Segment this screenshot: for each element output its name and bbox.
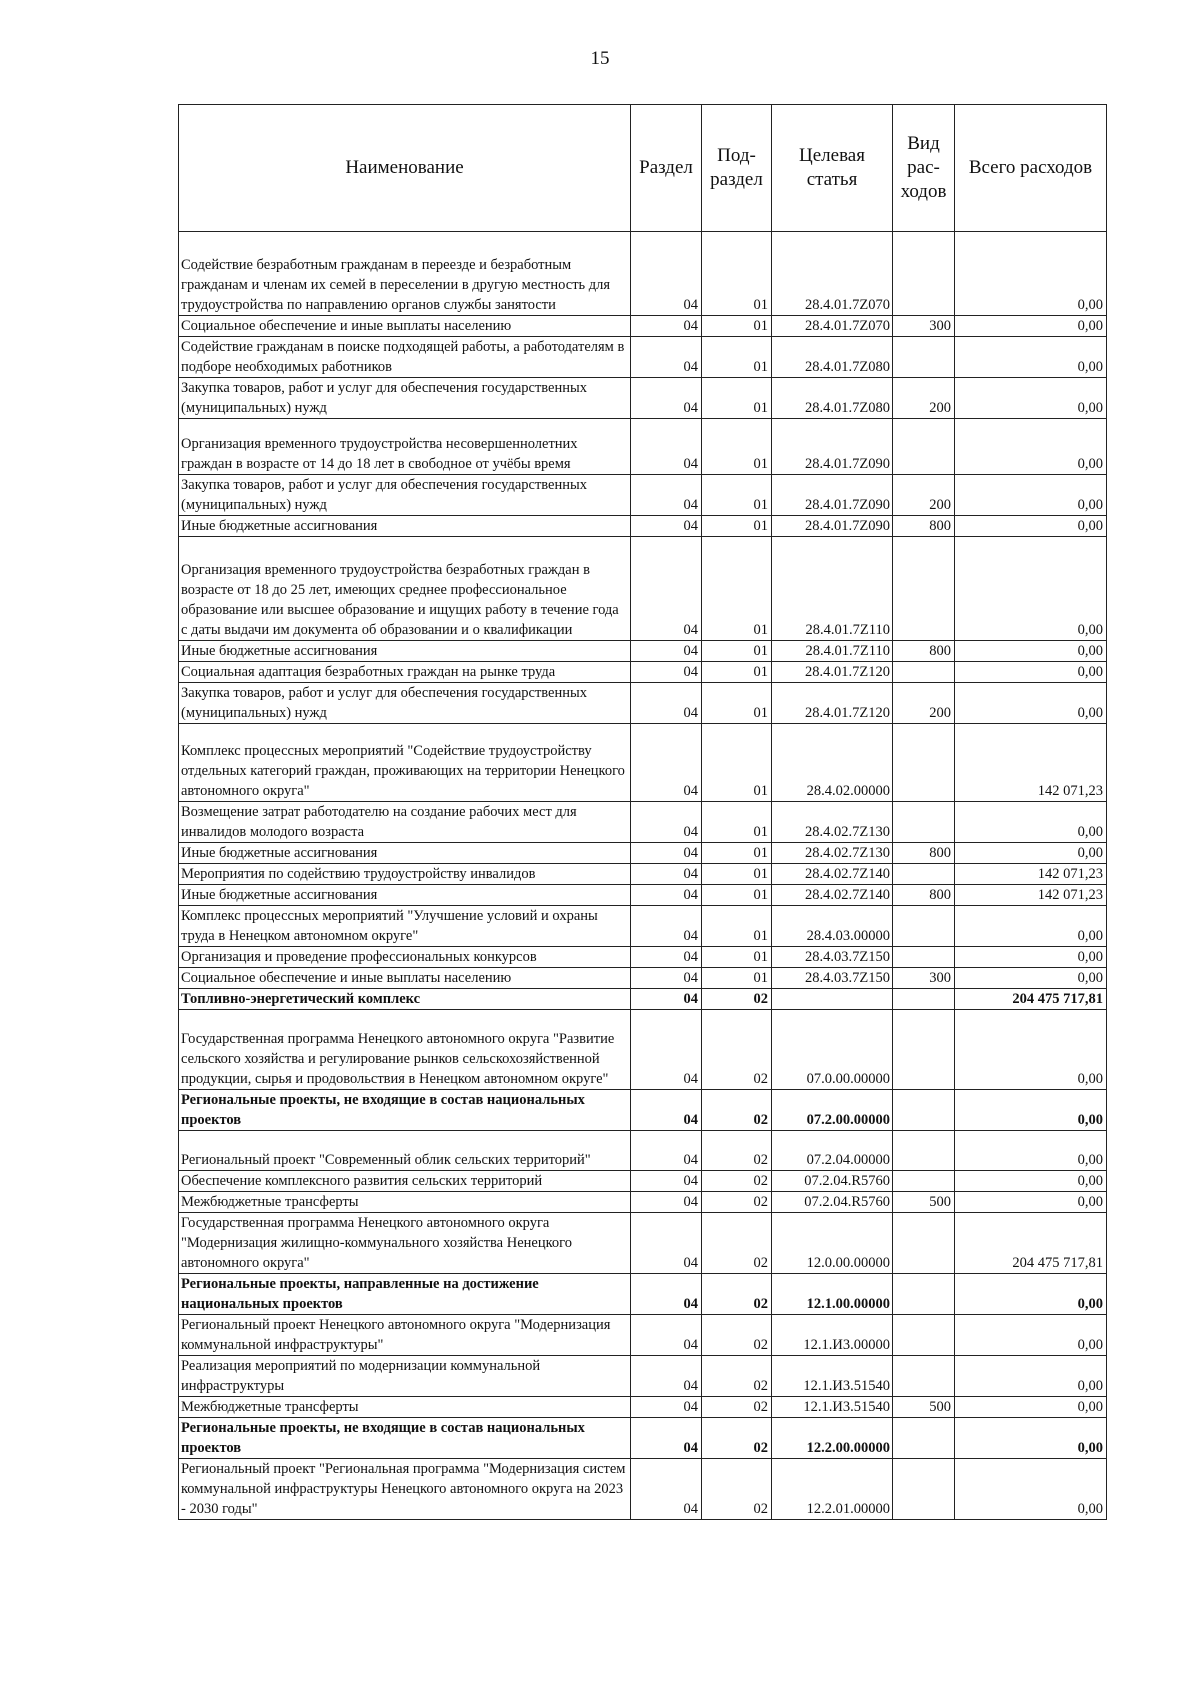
table-row: [179, 1090, 1107, 1131]
cell-section: 04: [631, 1418, 702, 1459]
cell-article: 12.1.00.00000: [772, 1274, 893, 1315]
table-row: [179, 1192, 1107, 1213]
cell-section: 04: [631, 1010, 702, 1090]
cell-article: 12.2.01.00000: [772, 1459, 893, 1520]
cell-subsection: 02: [702, 1010, 772, 1090]
cell-section: 04: [631, 1131, 702, 1171]
cell-kind: [893, 989, 955, 1010]
cell-subsection: 02: [702, 1192, 772, 1213]
cell-name: Межбюджетные трансферты: [179, 1192, 631, 1213]
cell-section: 04: [631, 337, 702, 378]
cell-section: 04: [631, 1213, 702, 1274]
cell-name: Иные бюджетные ассигнования: [179, 641, 631, 662]
cell-article: 12.1.И3.51540: [772, 1356, 893, 1397]
table-row: [179, 662, 1107, 683]
table-row: [179, 641, 1107, 662]
cell-total: 0,00: [955, 537, 1107, 641]
cell-subsection: 02: [702, 1090, 772, 1131]
cell-total: 0,00: [955, 316, 1107, 337]
table-row: [179, 947, 1107, 968]
cell-total: 0,00: [955, 1131, 1107, 1171]
cell-article: 28.4.02.7Z130: [772, 843, 893, 864]
cell-article: 28.4.03.00000: [772, 906, 893, 947]
cell-kind: [893, 419, 955, 475]
cell-section: 04: [631, 1315, 702, 1356]
cell-subsection: 01: [702, 641, 772, 662]
cell-subsection: 01: [702, 885, 772, 906]
cell-article: 12.2.00.00000: [772, 1418, 893, 1459]
cell-article: 28.4.01.7Z080: [772, 378, 893, 419]
cell-total: 0,00: [955, 843, 1107, 864]
cell-total: 0,00: [955, 802, 1107, 843]
cell-total: 0,00: [955, 337, 1107, 378]
cell-section: 04: [631, 885, 702, 906]
cell-kind: [893, 906, 955, 947]
cell-article: 12.1.И3.00000: [772, 1315, 893, 1356]
cell-article: 28.4.01.7Z120: [772, 662, 893, 683]
cell-subsection: 01: [702, 378, 772, 419]
cell-total: 0,00: [955, 1315, 1107, 1356]
cell-subsection: 01: [702, 843, 772, 864]
cell-total: 0,00: [955, 1418, 1107, 1459]
cell-name: Государственная программа Ненецкого автономного округа "Модернизация жилищно-коммунального хозяйства Ненецкого автономного округа": [179, 1213, 631, 1274]
cell-kind: [893, 1356, 955, 1397]
cell-article: 12.1.И3.51540: [772, 1397, 893, 1418]
cell-subsection: 01: [702, 537, 772, 641]
cell-section: 04: [631, 1171, 702, 1192]
cell-name: Содействие безработным гражданам в переезде и безработным гражданам и членам их семей в переселении в другую местность для трудоустройства по направлению органов службы занятости: [179, 232, 631, 316]
cell-kind: 500: [893, 1192, 955, 1213]
cell-total: 204 475 717,81: [955, 989, 1107, 1010]
cell-kind: [893, 662, 955, 683]
cell-kind: 800: [893, 641, 955, 662]
cell-kind: [893, 1131, 955, 1171]
cell-section: 04: [631, 1356, 702, 1397]
cell-name: Государственная программа Ненецкого автономного округа "Развитие сельского хозяйства и регулирование рынков сельскохозяйственной продукции, сырья и продовольствия в Ненецком автономном округе": [179, 1010, 631, 1090]
table-row: [179, 802, 1107, 843]
cell-name: Содействие гражданам в поиске подходящей работы, а работодателям в подборе необходимых работников: [179, 337, 631, 378]
cell-subsection: 01: [702, 337, 772, 378]
cell-name: Комплекс процессных мероприятий "Содействие трудоустройству отдельных категорий граждан, проживающих на территории Ненецкого автономного округа": [179, 724, 631, 802]
cell-total: 0,00: [955, 662, 1107, 683]
cell-article: 28.4.02.7Z130: [772, 802, 893, 843]
cell-kind: [893, 232, 955, 316]
cell-kind: 200: [893, 683, 955, 724]
cell-total: 0,00: [955, 683, 1107, 724]
cell-total: 0,00: [955, 1397, 1107, 1418]
cell-kind: [893, 947, 955, 968]
cell-subsection: 01: [702, 947, 772, 968]
cell-article: 07.2.04.R5760: [772, 1192, 893, 1213]
cell-kind: [893, 1459, 955, 1520]
cell-article: 28.4.01.7Z110: [772, 537, 893, 641]
cell-article: 07.2.04.R5760: [772, 1171, 893, 1192]
cell-subsection: 01: [702, 724, 772, 802]
table-row: [179, 989, 1107, 1010]
cell-name: Реализация мероприятий по модернизации коммунальной инфраструктуры: [179, 1356, 631, 1397]
cell-section: 04: [631, 641, 702, 662]
cell-total: 0,00: [955, 906, 1107, 947]
cell-article: 28.4.02.7Z140: [772, 864, 893, 885]
table-row: [179, 1171, 1107, 1192]
cell-subsection: 01: [702, 864, 772, 885]
cell-section: 04: [631, 232, 702, 316]
cell-article: 28.4.01.7Z070: [772, 232, 893, 316]
cell-section: 04: [631, 475, 702, 516]
cell-total: 0,00: [955, 1090, 1107, 1131]
cell-subsection: 02: [702, 1213, 772, 1274]
cell-subsection: 01: [702, 906, 772, 947]
cell-kind: [893, 724, 955, 802]
cell-total: 0,00: [955, 419, 1107, 475]
table-row: [179, 516, 1107, 537]
cell-subsection: 01: [702, 475, 772, 516]
cell-total: 0,00: [955, 1192, 1107, 1213]
cell-total: 0,00: [955, 1356, 1107, 1397]
cell-kind: [893, 1274, 955, 1315]
table-row: [179, 906, 1107, 947]
cell-subsection: 02: [702, 1418, 772, 1459]
cell-name: Региональные проекты, не входящие в состав национальных проектов: [179, 1418, 631, 1459]
cell-kind: 500: [893, 1397, 955, 1418]
cell-section: 04: [631, 843, 702, 864]
cell-article: 28.4.01.7Z090: [772, 419, 893, 475]
cell-kind: 200: [893, 475, 955, 516]
cell-kind: 800: [893, 843, 955, 864]
cell-subsection: 02: [702, 1131, 772, 1171]
cell-name: Организация временного трудоустройства несовершеннолетних граждан в возрасте от 14 до 18 лет в свободное от учёбы время: [179, 419, 631, 475]
cell-section: 04: [631, 947, 702, 968]
cell-section: 04: [631, 1192, 702, 1213]
cell-kind: [893, 1090, 955, 1131]
cell-name: Социальное обеспечение и иные выплаты населению: [179, 968, 631, 989]
cell-total: 0,00: [955, 1459, 1107, 1520]
cell-name: Иные бюджетные ассигнования: [179, 843, 631, 864]
cell-section: 04: [631, 1090, 702, 1131]
cell-name: Организация и проведение профессиональных конкурсов: [179, 947, 631, 968]
table-row: [179, 843, 1107, 864]
header-total: Всего расходов: [955, 105, 1107, 232]
cell-name: Организация временного трудоустройства безработных граждан в возрасте от 18 до 25 лет, имеющих среднее профессиональное образование или высшее образование и ищущих работу в течение года с даты выдачи им документа об образовании и о квалификации: [179, 537, 631, 641]
cell-subsection: 01: [702, 516, 772, 537]
budget-table: [178, 104, 1107, 1520]
cell-total: 0,00: [955, 1171, 1107, 1192]
table-row: [179, 864, 1107, 885]
cell-name: Возмещение затрат работодателю на создание рабочих мест для инвалидов молодого возраста: [179, 802, 631, 843]
table-row: [179, 1131, 1107, 1171]
cell-section: 04: [631, 906, 702, 947]
cell-total: 0,00: [955, 1010, 1107, 1090]
cell-section: 04: [631, 1397, 702, 1418]
cell-subsection: 01: [702, 662, 772, 683]
cell-section: 04: [631, 968, 702, 989]
cell-article: 28.4.01.7Z120: [772, 683, 893, 724]
header-name: Наименование: [179, 105, 631, 232]
cell-total: 142 071,23: [955, 864, 1107, 885]
table-row: [179, 537, 1107, 641]
cell-subsection: 02: [702, 1274, 772, 1315]
table-header-row: [179, 105, 1107, 232]
table-row: [179, 1315, 1107, 1356]
cell-section: 04: [631, 989, 702, 1010]
table-row: [179, 1418, 1107, 1459]
header-article: Целевая статья: [772, 105, 893, 232]
cell-section: 04: [631, 516, 702, 537]
cell-kind: 300: [893, 968, 955, 989]
cell-name: Иные бюджетные ассигнования: [179, 885, 631, 906]
cell-article: 07.2.04.00000: [772, 1131, 893, 1171]
cell-article: 28.4.01.7Z090: [772, 475, 893, 516]
cell-article: 12.0.00.00000: [772, 1213, 893, 1274]
cell-kind: [893, 1213, 955, 1274]
header-subsection: Под- раздел: [702, 105, 772, 232]
cell-total: 0,00: [955, 1274, 1107, 1315]
cell-section: 04: [631, 724, 702, 802]
cell-kind: 800: [893, 885, 955, 906]
cell-article: 28.4.01.7Z110: [772, 641, 893, 662]
table-row: [179, 683, 1107, 724]
cell-article: 28.4.02.7Z140: [772, 885, 893, 906]
cell-name: Межбюджетные трансферты: [179, 1397, 631, 1418]
cell-subsection: 02: [702, 1171, 772, 1192]
table-body: [179, 232, 1107, 1520]
cell-section: 04: [631, 378, 702, 419]
cell-name: Закупка товаров, работ и услуг для обеспечения государственных (муниципальных) нужд: [179, 683, 631, 724]
table-row: [179, 337, 1107, 378]
cell-name: Региональные проекты, направленные на достижение национальных проектов: [179, 1274, 631, 1315]
cell-name: Обеспечение комплексного развития сельских территорий: [179, 1171, 631, 1192]
cell-name: Социальная адаптация безработных граждан на рынке труда: [179, 662, 631, 683]
cell-kind: [893, 864, 955, 885]
cell-section: 04: [631, 419, 702, 475]
cell-article: 28.4.02.00000: [772, 724, 893, 802]
cell-name: Региональный проект "Современный облик сельских территорий": [179, 1131, 631, 1171]
cell-subsection: 01: [702, 232, 772, 316]
cell-name: Закупка товаров, работ и услуг для обеспечения государственных (муниципальных) нужд: [179, 475, 631, 516]
table-row: [179, 1356, 1107, 1397]
table-row: [179, 316, 1107, 337]
cell-subsection: 02: [702, 1459, 772, 1520]
table-row: [179, 1010, 1107, 1090]
cell-kind: [893, 1171, 955, 1192]
cell-kind: 300: [893, 316, 955, 337]
cell-kind: [893, 802, 955, 843]
table-row: [179, 1274, 1107, 1315]
cell-kind: [893, 1010, 955, 1090]
page-number: 15: [590, 48, 610, 69]
cell-subsection: 02: [702, 989, 772, 1010]
table-row: [179, 1459, 1107, 1520]
cell-name: Социальное обеспечение и иные выплаты населению: [179, 316, 631, 337]
cell-subsection: 01: [702, 802, 772, 843]
cell-subsection: 02: [702, 1356, 772, 1397]
cell-total: 0,00: [955, 475, 1107, 516]
header-section: Раздел: [631, 105, 702, 232]
cell-name: Мероприятия по содействию трудоустройству инвалидов: [179, 864, 631, 885]
cell-total: 142 071,23: [955, 885, 1107, 906]
cell-kind: 800: [893, 516, 955, 537]
cell-name: Комплекс процессных мероприятий "Улучшение условий и охраны труда в Ненецком автономном округе": [179, 906, 631, 947]
cell-subsection: 01: [702, 968, 772, 989]
cell-article: 28.4.01.7Z080: [772, 337, 893, 378]
cell-section: 04: [631, 662, 702, 683]
table-row: [179, 419, 1107, 475]
cell-section: 04: [631, 802, 702, 843]
table-row: [179, 724, 1107, 802]
table-row: [179, 885, 1107, 906]
cell-total: 204 475 717,81: [955, 1213, 1107, 1274]
header-kind: Вид рас- ходов: [893, 105, 955, 232]
cell-article: 28.4.01.7Z070: [772, 316, 893, 337]
cell-article: 28.4.01.7Z090: [772, 516, 893, 537]
cell-total: 0,00: [955, 516, 1107, 537]
cell-total: 0,00: [955, 378, 1107, 419]
cell-article: 07.0.00.00000: [772, 1010, 893, 1090]
cell-name: Топливно-энергетический комплекс: [179, 989, 631, 1010]
cell-section: 04: [631, 1459, 702, 1520]
cell-section: 04: [631, 537, 702, 641]
cell-article: [772, 989, 893, 1010]
cell-kind: [893, 1418, 955, 1459]
cell-section: 04: [631, 864, 702, 885]
cell-subsection: 01: [702, 316, 772, 337]
cell-name: Региональный проект "Региональная программа "Модернизация систем коммунальной инфраструктуры Ненецкого автономного округа на 2023 - 2030 годы": [179, 1459, 631, 1520]
cell-subsection: 02: [702, 1315, 772, 1356]
cell-article: 28.4.03.7Z150: [772, 968, 893, 989]
table-row: [179, 475, 1107, 516]
cell-section: 04: [631, 1274, 702, 1315]
cell-total: 0,00: [955, 947, 1107, 968]
cell-kind: [893, 1315, 955, 1356]
table-row: [179, 968, 1107, 989]
cell-total: 0,00: [955, 641, 1107, 662]
cell-kind: 200: [893, 378, 955, 419]
cell-name: Региональный проект Ненецкого автономного округа "Модернизация коммунальной инфраструктуры": [179, 1315, 631, 1356]
table-row: [179, 1213, 1107, 1274]
cell-name: Иные бюджетные ассигнования: [179, 516, 631, 537]
cell-section: 04: [631, 683, 702, 724]
table-row: [179, 1397, 1107, 1418]
cell-name: Закупка товаров, работ и услуг для обеспечения государственных (муниципальных) нужд: [179, 378, 631, 419]
cell-article: 28.4.03.7Z150: [772, 947, 893, 968]
cell-subsection: 02: [702, 1397, 772, 1418]
cell-subsection: 01: [702, 419, 772, 475]
cell-kind: [893, 537, 955, 641]
table-row: [179, 378, 1107, 419]
cell-name: Региональные проекты, не входящие в состав национальных проектов: [179, 1090, 631, 1131]
cell-total: 142 071,23: [955, 724, 1107, 802]
table-row: [179, 232, 1107, 316]
cell-subsection: 01: [702, 683, 772, 724]
cell-article: 07.2.00.00000: [772, 1090, 893, 1131]
cell-total: 0,00: [955, 968, 1107, 989]
cell-total: 0,00: [955, 232, 1107, 316]
cell-section: 04: [631, 316, 702, 337]
cell-kind: [893, 337, 955, 378]
